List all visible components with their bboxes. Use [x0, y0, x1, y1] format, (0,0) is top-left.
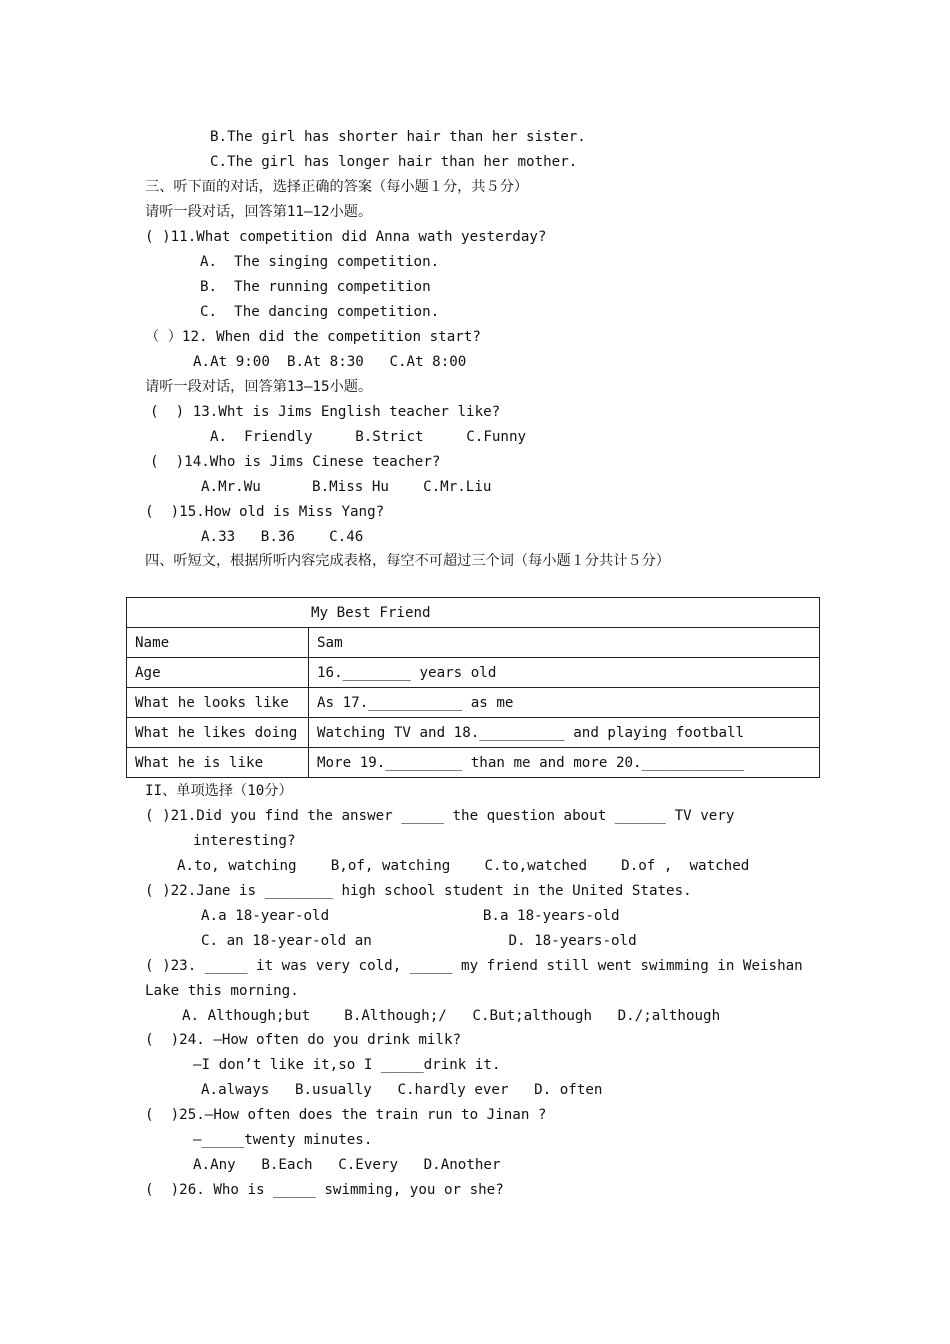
question-line: ( )22.Jane is ________ high school student in the United States. [145, 883, 692, 899]
question-continuation: interesting? [193, 833, 296, 849]
option-line: A. Although;but B.Although;/ C.But;although D./;although [182, 1008, 721, 1024]
question-continuation: —_____twenty minutes. [193, 1132, 373, 1148]
table-row [127, 688, 820, 718]
question-line: ( )21.Did you find the answer _____ the question about ______ TV very [145, 808, 735, 824]
question-line: ( )15.How old is Miss Yang? [145, 504, 385, 520]
question-line: ( )25.—How often does the train run to Jinan ? [145, 1107, 547, 1123]
table-row [127, 628, 820, 658]
row-label: What he looks like [127, 688, 309, 718]
option-line: A.33 B.36 C.46 [201, 529, 364, 545]
option-line: C. an 18-year-old an D. 18-years-old [201, 933, 637, 949]
section-heading: 三、听下面的对话，选择正确的答案（每小题１分，共５分） [145, 179, 529, 195]
row-value: As 17.___________ as me [309, 688, 820, 718]
section-heading: II、单项选择（10分） [145, 783, 293, 799]
option-line: C.The girl has longer hair than her mother. [210, 154, 578, 170]
row-label: What he likes doing [127, 718, 309, 748]
option-line: C. The dancing competition. [200, 304, 440, 320]
option-line: B.The girl has shorter hair than her sister. [210, 129, 586, 145]
row-label: What he is like [127, 748, 309, 778]
row-label: Age [127, 658, 309, 688]
option-line: A.Mr.Wu B.Miss Hu C.Mr.Liu [201, 479, 492, 495]
question-line: （ ）12. When did the competition start? [145, 329, 481, 345]
row-value: Watching TV and 18.__________ and playing football [309, 718, 820, 748]
instruction-line: 请听一段对话，回答第13—15小题。 [145, 379, 373, 395]
row-value: Sam [309, 628, 820, 658]
instruction-line: 请听一段对话，回答第11—12小题。 [145, 204, 373, 220]
option-line: A.always B.usually C.hardly ever D. often [201, 1082, 603, 1098]
table-title: My Best Friend [127, 598, 820, 628]
question-line: ( )23. _____ it was very cold, _____ my friend still went swimming in Weishan [145, 958, 803, 974]
table-title-row [127, 598, 820, 628]
question-line: ( )14.Who is Jims Cinese teacher? [150, 454, 441, 470]
option-line: A.Any B.Each C.Every D.Another [193, 1157, 501, 1173]
table-row [127, 748, 820, 778]
row-value: 16.________ years old [309, 658, 820, 688]
section-heading: 四、听短文，根据所听内容完成表格，每空不可超过三个词（每小题１分共计５分） [145, 553, 670, 569]
question-continuation: Lake this morning. [145, 983, 299, 999]
option-line: A.to, watching B,of, watching C.to,watched D.of , watched [177, 858, 750, 874]
table-row [127, 718, 820, 748]
option-line: A. Friendly B.Strict C.Funny [210, 429, 527, 445]
best-friend-table [126, 597, 820, 778]
table-row [127, 658, 820, 688]
option-line: B. The running competition [200, 279, 431, 295]
question-line: ( )24. —How often do you drink milk? [145, 1032, 462, 1048]
option-line: A.a 18-year-old B.a 18-years-old [201, 908, 620, 924]
row-value: More 19._________ than me and more 20.____________ [309, 748, 820, 778]
option-line: A.At 9:00 B.At 8:30 C.At 8:00 [193, 354, 467, 370]
question-line: ( )26. Who is _____ swimming, you or she? [145, 1182, 504, 1198]
question-line: ( )11.What competition did Anna wath yesterday? [145, 229, 547, 245]
row-label: Name [127, 628, 309, 658]
option-line: A. The singing competition. [200, 254, 440, 270]
question-continuation: —I don’t like it,so I _____drink it. [193, 1057, 501, 1073]
question-line: ( ) 13.Wht is Jims English teacher like? [150, 404, 501, 420]
